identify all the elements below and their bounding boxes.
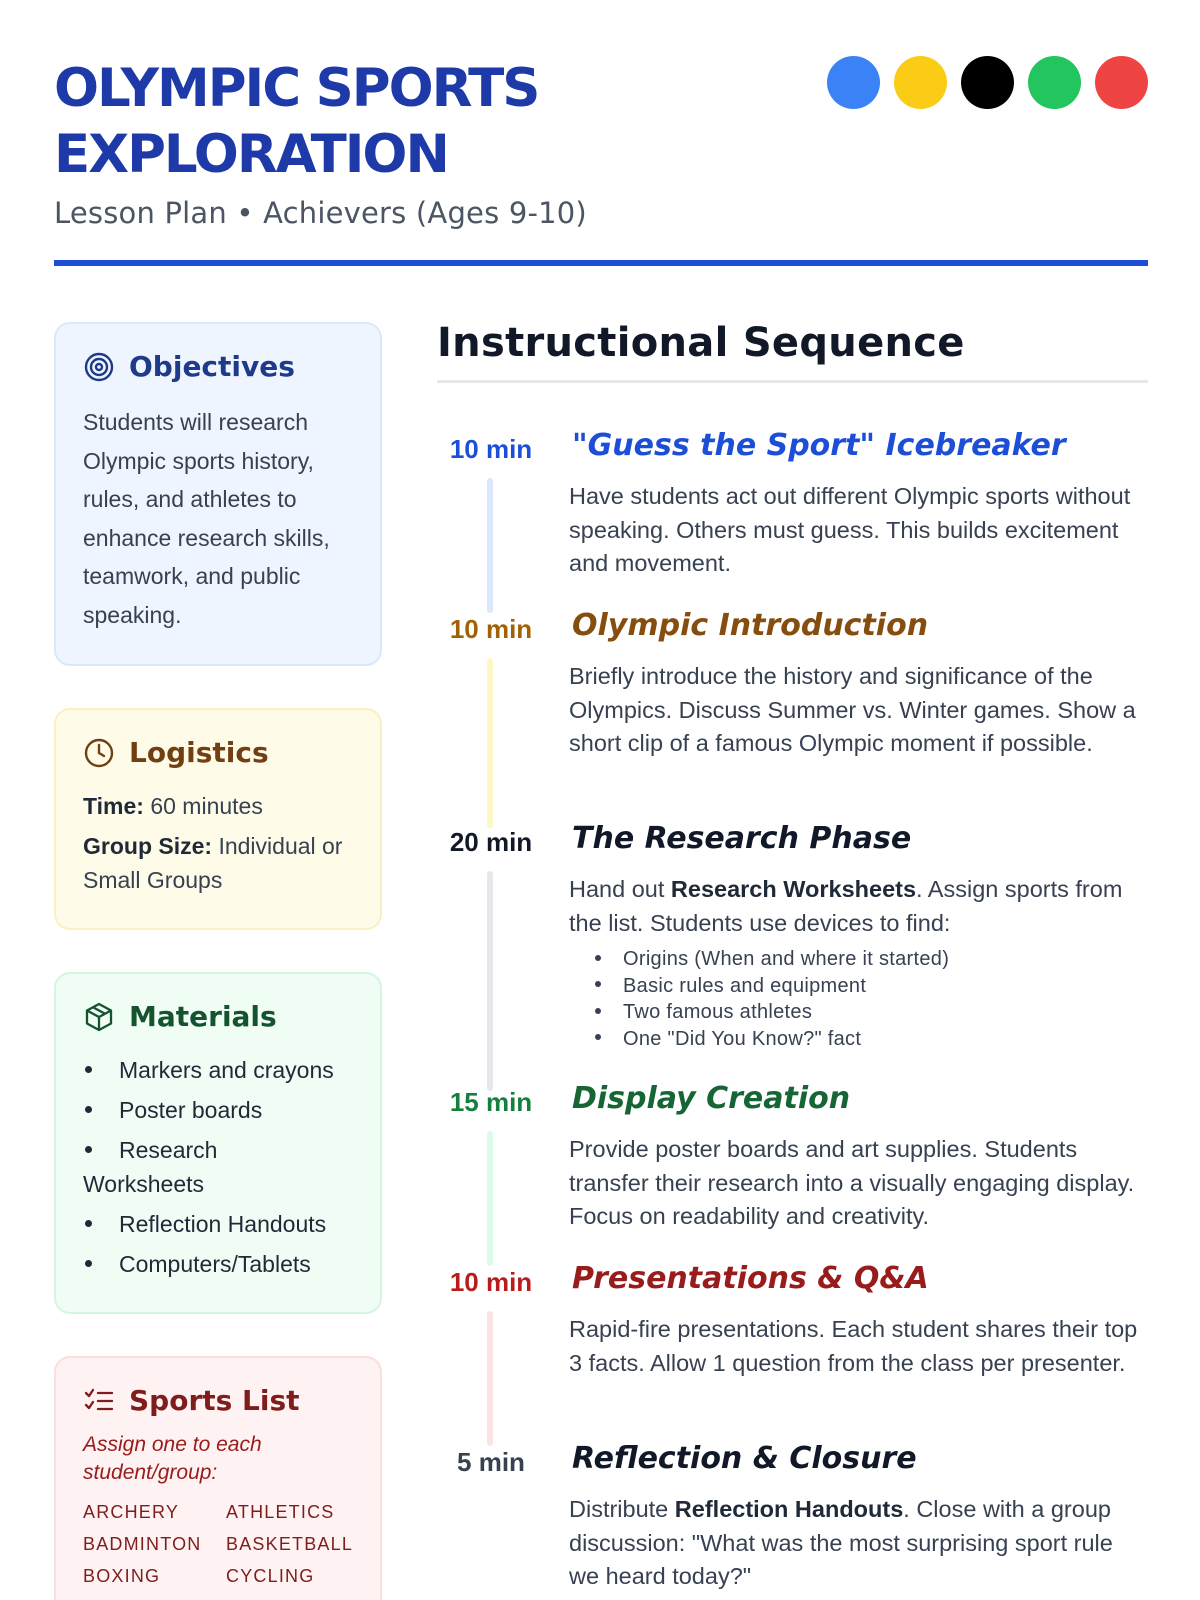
list-item: Markers and crayons — [83, 1053, 354, 1087]
box-icon — [83, 1001, 115, 1033]
objectives-card — [54, 322, 382, 666]
logistics-group-size — [83, 829, 354, 897]
ring-green — [1028, 56, 1081, 109]
step-title: The Research Phase — [572, 821, 912, 856]
step-title: Olympic Introduction — [572, 608, 929, 643]
sports-list-note: Assign one to each student/group: — [83, 1433, 262, 1484]
sport-item: ATHLETICS — [226, 1502, 335, 1522]
step-description: Provide poster boards and art supplies. Students transfer their research into a visually engaging display. Focus on readability and creativity. — [569, 1136, 1135, 1229]
olympic-rings — [827, 56, 1148, 109]
step-duration: 10 min — [449, 614, 533, 644]
sport-item: CYCLING — [226, 1566, 315, 1586]
clock-icon — [83, 737, 115, 769]
time-label: Time: — [83, 793, 144, 819]
step-description: Have students act out different Olympic sports without speaking. Others must guess. This builds excitement and movement. — [569, 483, 1131, 576]
timeline-line — [487, 658, 493, 828]
step-description: Briefly introduce the history and significance of the Olympics. Discuss Summer vs. Winter games. Show a short clip of a famous Olympic moment if possible. — [569, 663, 1136, 756]
time-value: 60 minutes — [150, 793, 263, 819]
step-duration: 5 min — [457, 1447, 525, 1477]
sports-list-card — [54, 1356, 382, 1600]
step-duration: 20 min — [449, 827, 533, 857]
sport-item: BOXING — [83, 1566, 161, 1586]
logistics-card — [54, 708, 382, 930]
group-size-value: Individual or Small Groups — [83, 833, 343, 893]
step-duration: 10 min — [449, 1267, 533, 1297]
step-title: Presentations & Q&A — [572, 1261, 929, 1296]
list-item: Computers/Tablets — [83, 1247, 354, 1281]
page-title: OLYMPIC SPORTS EXPLORATION — [54, 58, 539, 185]
page-subtitle: Lesson Plan • Achievers (Ages 9-10) — [54, 196, 587, 230]
timeline-line — [487, 478, 493, 613]
list-item: Origins (When and where it started) — [595, 946, 1149, 973]
header — [54, 56, 1148, 230]
list-item: One "Did You Know?" fact — [595, 1026, 1149, 1053]
sport-item: BADMINTON — [83, 1534, 202, 1554]
ring-black — [961, 56, 1014, 109]
step-description: Hand out Research Worksheets. Assign sports from the list. Students use devices to find: Origins (When and where it started) Basic rules and equipment Two famous athletes One "Did You Know?" fact — [569, 873, 1149, 1052]
target-icon — [83, 351, 115, 383]
materials-title: Materials — [129, 1000, 277, 1033]
timeline-line — [487, 1311, 493, 1446]
objectives-title: Objectives — [129, 350, 295, 383]
sports-grid — [83, 1499, 354, 1589]
step-description: Distribute Reflection Handouts. Close with a group discussion: "What was the most surprising sport rule we heard today?" — [569, 1496, 1113, 1589]
list-item: Poster boards — [83, 1093, 354, 1127]
step-title: "Guess the Sport" Icebreaker — [572, 428, 1066, 463]
research-bullets — [595, 946, 1149, 1052]
sequence-divider — [437, 380, 1148, 383]
ring-blue — [827, 56, 880, 109]
header-divider — [54, 260, 1148, 266]
group-size-label: Group Size: — [83, 833, 213, 859]
step-title: Reflection & Closure — [572, 1441, 917, 1476]
logistics-time — [83, 789, 354, 823]
logistics-title: Logistics — [129, 736, 269, 769]
step-description: Rapid-fire presentations. Each student shares their top 3 facts. Allow 1 question from the class per presenter. — [569, 1316, 1138, 1376]
timeline-line — [487, 871, 493, 1091]
sport-item: BASKETBALL — [226, 1534, 354, 1554]
step-duration: 15 min — [449, 1087, 533, 1117]
step-duration: 10 min — [449, 434, 533, 464]
step-title: Display Creation — [572, 1081, 851, 1116]
list-item: Basic rules and equipment — [595, 973, 1149, 1000]
list-item: Two famous athletes — [595, 999, 1149, 1026]
list-item: Reflection Handouts — [83, 1207, 354, 1241]
sport-item: ARCHERY — [83, 1502, 180, 1522]
sequence-title: Instructional Sequence — [437, 320, 965, 366]
ring-yellow — [894, 56, 947, 109]
checklist-icon — [83, 1385, 115, 1417]
objectives-text: Students will research Olympic sports history, rules, and athletes to enhance research skills, teamwork, and public speaking. — [83, 409, 330, 628]
list-item: Research Worksheets — [83, 1137, 218, 1197]
ring-red — [1095, 56, 1148, 109]
materials-card — [54, 972, 382, 1314]
timeline-line — [487, 1131, 493, 1266]
sports-list-title: Sports List — [129, 1384, 300, 1417]
materials-list — [83, 1053, 354, 1281]
